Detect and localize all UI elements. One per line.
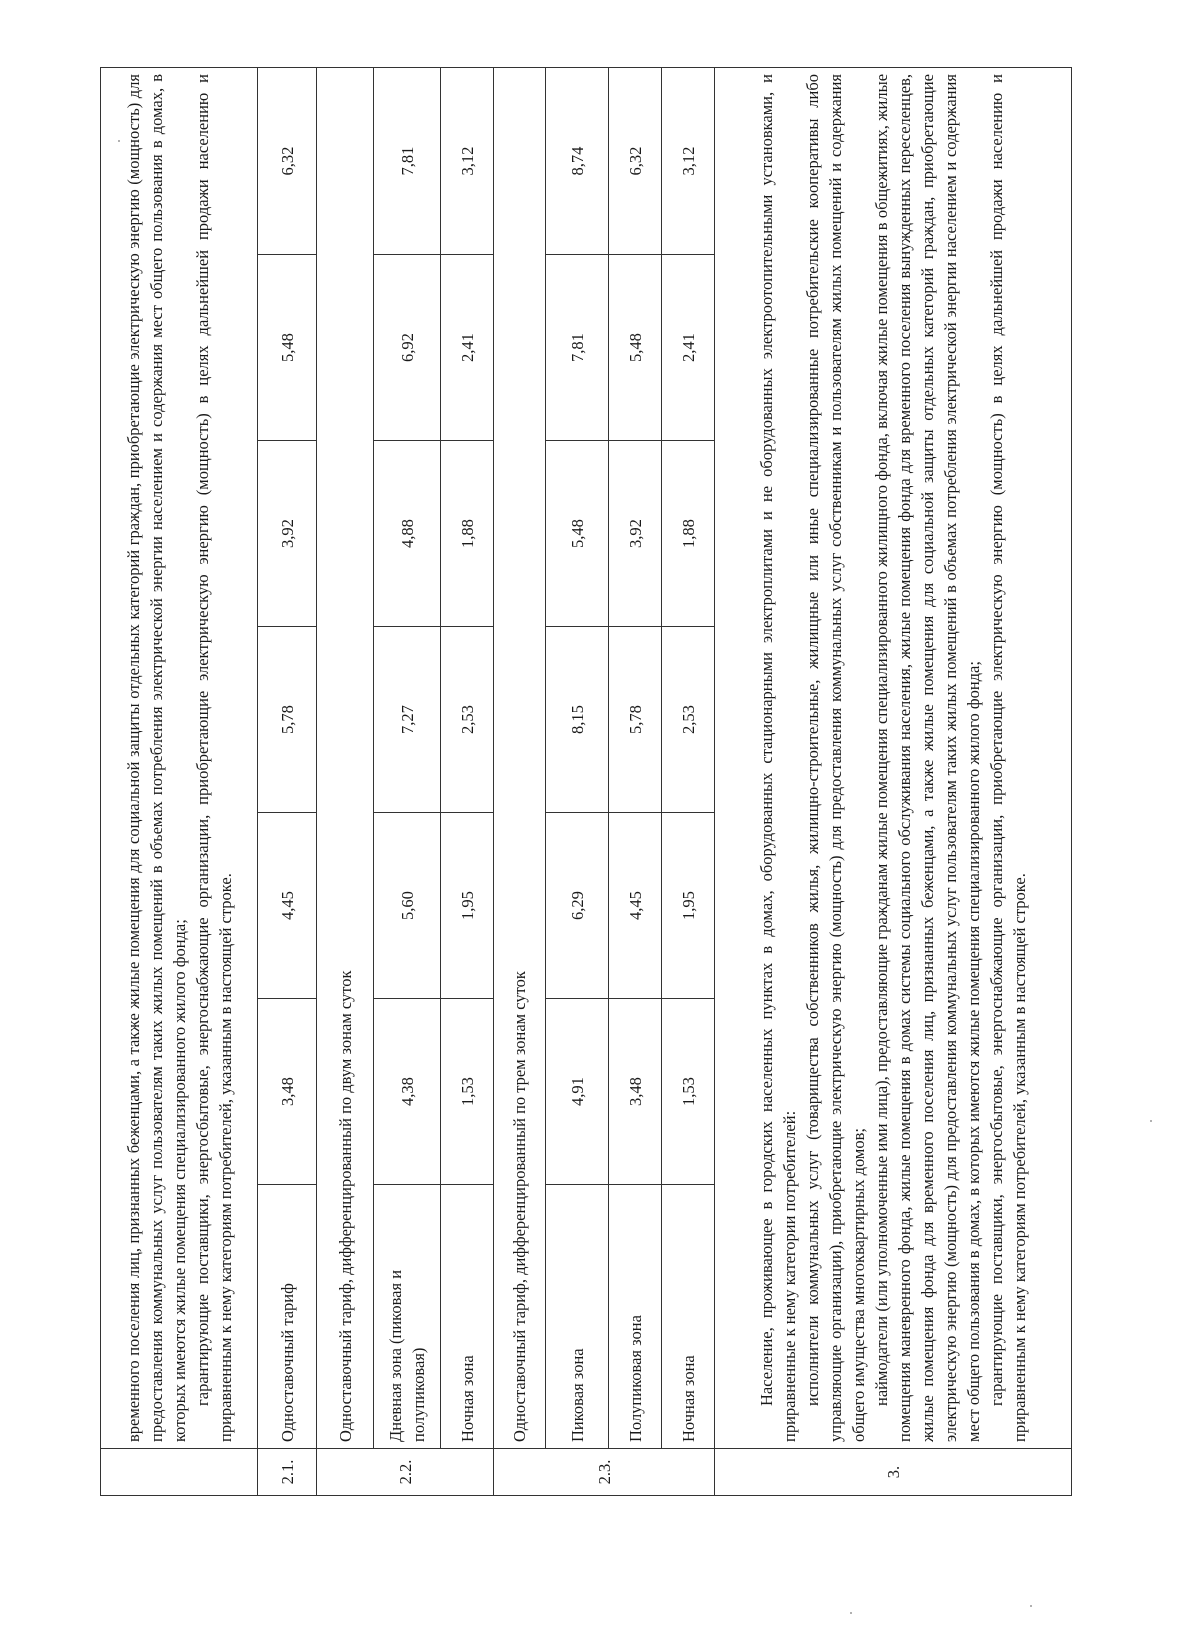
tariff-value: 7,81	[546, 255, 609, 441]
tariff-value: 2,41	[441, 255, 494, 441]
row-name: Дневная зона (пиковая и полупиковая)	[374, 1185, 441, 1449]
section-3-para-1: Население, проживающее в городских населенных пунктах в домах, оборудованных стационарными электроплитами и не оборудованных электроотопительными установками, и приравненные к нему категории потребителей:	[757, 73, 799, 1442]
row-code: 2.3.	[494, 1449, 715, 1496]
row-name: Одноставочный тариф	[258, 1185, 317, 1449]
tariff-value: 7,81	[374, 67, 441, 254]
tariff-value: 5,60	[374, 813, 441, 999]
tariff-value: 4,45	[609, 813, 662, 999]
tariff-value: 6,92	[374, 255, 441, 441]
tariff-value: 1,53	[441, 999, 494, 1185]
tariff-value: 5,48	[609, 255, 662, 441]
section-3-cell	[715, 67, 1072, 1448]
tariff-value: 3,92	[258, 441, 317, 627]
tariff-value: 5,48	[546, 441, 609, 627]
table-row-2-1	[258, 67, 317, 1495]
intro-para-1: временного поселения лиц, признанных беженцами, а также жилые помещения для социальной защиты отдельных категорий граждан, приобретающие электрическую энергию (мощность) для предоставления коммунальных услуг пользователям таких жилых помещений в объемах потребления электрической энергии населением и содержания мест общего пользования в домах, в которых имеются жилые помещения специализированного жилого фонда;	[123, 73, 189, 1442]
table-row-2-2-day	[374, 67, 441, 1495]
section-heading: Одноставочный тариф, дифференцированный по двум зонам суток	[317, 67, 374, 1448]
tariff-value: 7,27	[374, 627, 441, 813]
intro-para-2: гарантирующие поставщики, энергосбытовые, энергоснабжающие организации, приобретающие электрическую энергию (мощность) в целях дальнейшей продажи населению и приравненным к нему категориям потребителей, указанным в настоящей строке.	[192, 73, 235, 1442]
section-heading: Одноставочный тариф, дифференцированный по трем зонам суток	[494, 67, 546, 1448]
table-row-intro	[101, 67, 258, 1495]
tariff-value: 8,15	[546, 627, 609, 813]
section-3-para-3: наймодатели (или уполномоченные ими лица), предоставляющие гражданам жилые помещения специализированного жилищного фонда, включая жилые помещения в общежитиях, жилые помещения маневренного фонда, жилые помещения в домах системы социального обслуживания населения, жилые помещения фонда для временного поселения вынужденных переселенцев, жилые помещения фонда для временного поселения лиц, признанных беженцами, а также жилые помещения для социальной защиты отдельных категорий граждан, приобретающие электрическую энергию (мощность) для предоставления коммунальных услуг пользователям таких жилых помещений в объемах потребления электрической энергии населением и содержания мест общего пользования в домах, в которых имеются жилые помещения специализированного жилого фонда;	[872, 73, 983, 1442]
tariff-value: 1,88	[441, 441, 494, 627]
tariff-value: 1,95	[441, 813, 494, 999]
tariff-value: 2,41	[662, 255, 715, 441]
tariff-value: 4,38	[374, 999, 441, 1185]
rotated-sheet	[100, 68, 1029, 1496]
tariff-value: 2,53	[662, 627, 715, 813]
tariff-value: 4,88	[374, 441, 441, 627]
tariff-value: 1,95	[662, 813, 715, 999]
tariff-value: 3,48	[609, 999, 662, 1185]
code-cell-empty	[101, 1449, 258, 1496]
table-row-2-2-night	[441, 67, 494, 1495]
row-name: Пиковая зона	[546, 1185, 609, 1449]
tariff-value: 4,91	[546, 999, 609, 1185]
tariff-value: 3,12	[662, 67, 715, 254]
tariff-value: 5,78	[258, 627, 317, 813]
row-code: 2.2.	[317, 1449, 494, 1496]
tariff-value: 6,32	[258, 67, 317, 254]
tariff-value: 6,32	[609, 67, 662, 254]
tariff-value: 3,12	[441, 67, 494, 254]
tariff-value: 1,88	[662, 441, 715, 627]
intro-cell	[101, 67, 258, 1448]
row-name: Ночная зона	[662, 1185, 715, 1449]
tariff-value: 6,29	[546, 813, 609, 999]
section-3-para-4: гарантирующие поставщики, энергосбытовые, энергоснабжающие организации, приобретающие электрическую энергию (мощность) в целях дальнейшей продажи населению и приравненным к нему категориям потребителей, указанным в настоящей строке.	[987, 73, 1029, 1442]
tariff-value: 3,48	[258, 999, 317, 1185]
tariff-value: 2,53	[441, 627, 494, 813]
row-code: 3.	[715, 1449, 1072, 1496]
scan-speck	[1030, 1605, 1032, 1607]
table-row-2-3-head	[494, 67, 546, 1495]
tariff-value: 4,45	[258, 813, 317, 999]
table-row-2-3-peak	[546, 67, 609, 1495]
table-row-3	[715, 67, 1072, 1495]
table-row-2-3-semi	[609, 67, 662, 1495]
tariff-value: 1,53	[662, 999, 715, 1185]
tariff-table	[100, 67, 1072, 1496]
tariff-value: 8,74	[546, 67, 609, 254]
tariff-value: 3,92	[609, 441, 662, 627]
scan-speck	[1150, 1120, 1152, 1122]
table-row-2-3-night	[662, 67, 715, 1495]
row-name: Полупиковая зона	[609, 1185, 662, 1449]
table-row-2-2-head	[317, 67, 374, 1495]
section-3-para-2: исполнители коммунальных услуг (товарищества собственников жилья, жилищно-строительные, жилищные или иные специализированные потребительские кооперативы либо управляющие организации), приобретающие электрическую энергию (мощность) для предоставления коммунальных услуг собственникам и пользователям жилых помещений и содержания общего имущества многоквартирных домов;	[803, 73, 868, 1442]
row-name: Ночная зона	[441, 1185, 494, 1449]
tariff-value: 5,78	[609, 627, 662, 813]
scan-speck	[850, 1612, 852, 1614]
row-code: 2.1.	[258, 1449, 317, 1496]
tariff-value: 5,48	[258, 255, 317, 441]
